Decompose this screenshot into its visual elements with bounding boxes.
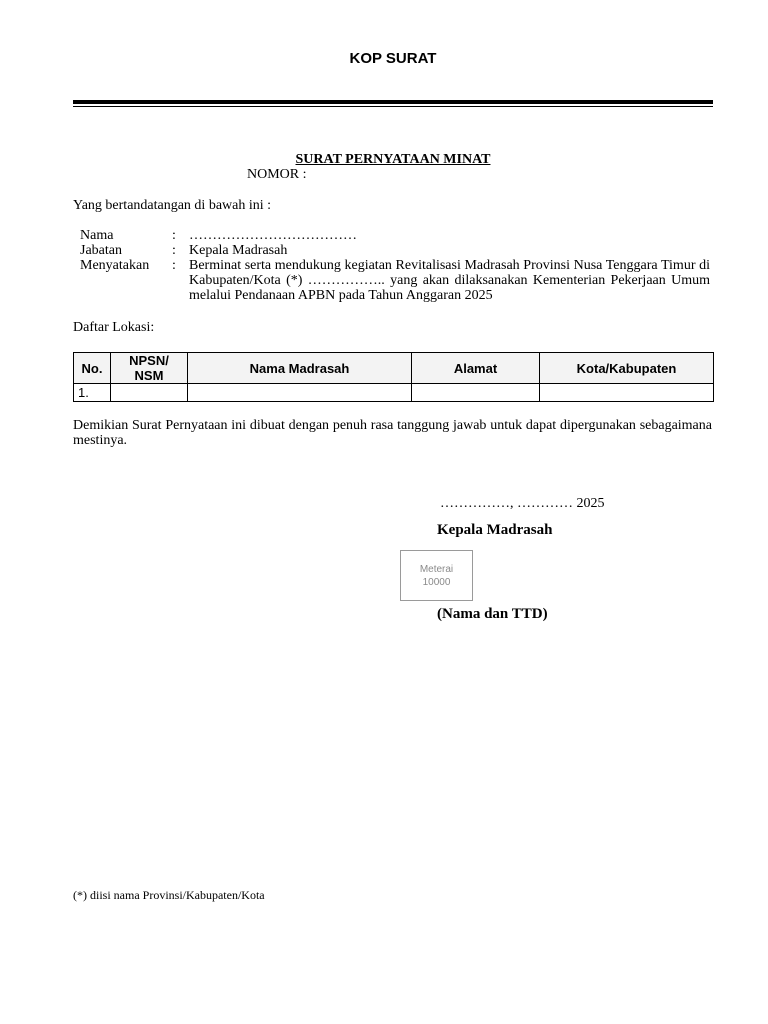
location-list-heading: Daftar Lokasi: (73, 320, 155, 335)
signatory-role: Kepala Madrasah (437, 522, 553, 538)
signatory-name-placeholder: (Nama dan TTD) (437, 606, 548, 622)
identity-table (80, 228, 710, 303)
table-cell-alamat (412, 384, 540, 402)
identity-label: Nama (80, 228, 114, 243)
column-header-alamat: Alamat (412, 353, 540, 384)
identity-row-jabatan (80, 243, 710, 258)
stamp-duty-box (400, 550, 473, 601)
identity-value: Berminat serta mendukung kegiatan Revitalisasi Madrasah Provinsi Nusa Tenggara Timur di Kabupaten/Kota (*) …………….. yang akan dilaksanakan Kementerian Pekerjaan Umum melalui Pendanaan APBN pada Tahun Anggaran 2025 (189, 258, 710, 303)
table-cell-no: 1. (74, 384, 111, 402)
letterhead-divider-thick (73, 100, 713, 104)
column-header-no: No. (74, 353, 111, 384)
place-date-line: ……………, ………… 2025 (440, 496, 605, 511)
identity-label: Jabatan (80, 243, 122, 258)
document-title: SURAT PERNYATAAN MINAT (295, 152, 491, 167)
letterhead-title: KOP SURAT (349, 50, 437, 67)
stamp-duty-label: Meterai (419, 564, 454, 575)
table-cell-kota-kabupaten (540, 384, 714, 402)
column-header-nama-madrasah: Nama Madrasah (188, 353, 412, 384)
location-table (73, 352, 714, 402)
location-table-header (74, 353, 714, 384)
identity-colon: : (172, 228, 176, 243)
identity-label: Menyatakan (80, 258, 150, 273)
identity-value: ……………………………… (189, 228, 357, 243)
identity-value: Kepala Madrasah (189, 243, 288, 258)
intro-text: Yang bertandatangan di bawah ini : (73, 198, 272, 213)
closing-paragraph: Demikian Surat Pernyataan ini dibuat dengan penuh rasa tanggung jawab untuk dapat dipergunakan sebagaimana mestinya. (73, 418, 712, 448)
identity-row-menyatakan (80, 258, 710, 303)
identity-row-nama (80, 228, 710, 243)
table-row (74, 384, 714, 402)
table-cell-npsn (111, 384, 188, 402)
identity-colon: : (172, 243, 176, 258)
letterhead-divider-thin (73, 106, 713, 107)
document-number-label: NOMOR : (247, 167, 307, 182)
stamp-duty-value: 10000 (422, 577, 451, 588)
column-header-npsn: NPSN/ NSM (111, 353, 188, 384)
column-header-kota-kabupaten: Kota/Kabupaten (540, 353, 714, 384)
identity-colon: : (172, 258, 176, 273)
footnote: (*) diisi nama Provinsi/Kabupaten/Kota (73, 888, 265, 902)
table-cell-nama-madrasah (188, 384, 412, 402)
